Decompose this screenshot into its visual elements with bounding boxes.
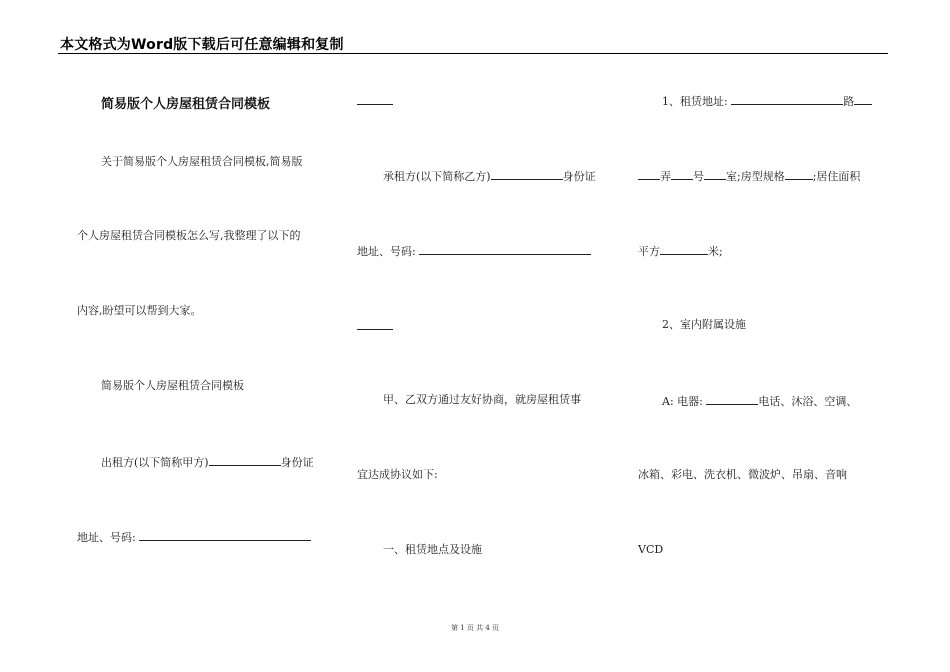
area-line xyxy=(638,243,723,259)
rental-address-label: 1、租赁地址: xyxy=(662,95,728,108)
room-label: 室;房型规格 xyxy=(726,170,785,183)
room-spec-line xyxy=(638,168,860,184)
intro-line-2: 个人房屋租赁合同模板怎么写,我整理了以下的 xyxy=(77,229,301,242)
appliances-line-2: 冰箱、彩电、洗衣机、微波炉、吊扇、音响 xyxy=(638,468,847,481)
appliances-list-1: 电话、沐浴、空调、 xyxy=(758,395,858,408)
intro-line-3: 内容,盼望可以帮到大家。 xyxy=(77,304,202,317)
lessee-name-blank xyxy=(491,168,563,180)
agreement-line-2: 宜达成协议如下: xyxy=(357,468,438,481)
number-label: 号 xyxy=(693,170,704,183)
lessor-label: 出租方(以下简称甲方) xyxy=(101,456,209,469)
appliances-line-3: VCD xyxy=(638,543,664,556)
road-label: 路 xyxy=(843,95,855,108)
page-footer: 第 1 页 共 4 页 xyxy=(450,624,500,632)
lessee-address-blank xyxy=(419,243,591,255)
road-blank xyxy=(731,93,843,105)
agreement-line-1: 甲、乙双方通过友好协商，就房屋租赁事 xyxy=(383,393,581,406)
lessor-address-blank xyxy=(139,529,311,541)
lessor-line xyxy=(101,454,314,470)
lessee-line xyxy=(383,168,596,184)
col2-top-blank xyxy=(357,93,393,109)
area-label: ;居住面积 xyxy=(812,170,861,183)
contract-subtitle: 简易版个人房屋租赁合同模板 xyxy=(101,379,244,392)
lessee-id-label: 身份证 xyxy=(562,170,596,183)
document-header: 本文格式为Word版下载后可任意编辑和复制 xyxy=(60,37,344,53)
header-rule xyxy=(58,53,888,54)
appliances-label: A: 电器: xyxy=(662,395,703,408)
lessor-id-label: 身份证 xyxy=(280,456,314,469)
lessee-address-line xyxy=(357,243,591,259)
document-title: 简易版个人房屋租赁合同模板 xyxy=(101,97,271,112)
col2-mid-blank xyxy=(357,318,393,334)
lane-label: 弄 xyxy=(660,170,671,183)
lessee-label: 承租方(以下简称乙方) xyxy=(383,170,491,183)
lessee-address-label: 地址、号码: xyxy=(357,245,416,258)
intro-line-1: 关于简易版个人房屋租赁合同模板,简易版 xyxy=(101,155,303,168)
section-item-2: 2、室内附属设施 xyxy=(662,318,746,331)
sqm-label-a: 平方 xyxy=(638,245,660,258)
lessor-address-line xyxy=(77,529,311,545)
appliances-line-1 xyxy=(662,393,857,409)
rental-address-line xyxy=(662,93,872,109)
lessor-name-blank xyxy=(209,454,281,466)
sqm-label-b: 米; xyxy=(708,245,723,258)
lessor-address-label: 地址、号码: xyxy=(77,531,136,544)
section-heading-1: 一、租赁地点及设施 xyxy=(383,543,482,556)
